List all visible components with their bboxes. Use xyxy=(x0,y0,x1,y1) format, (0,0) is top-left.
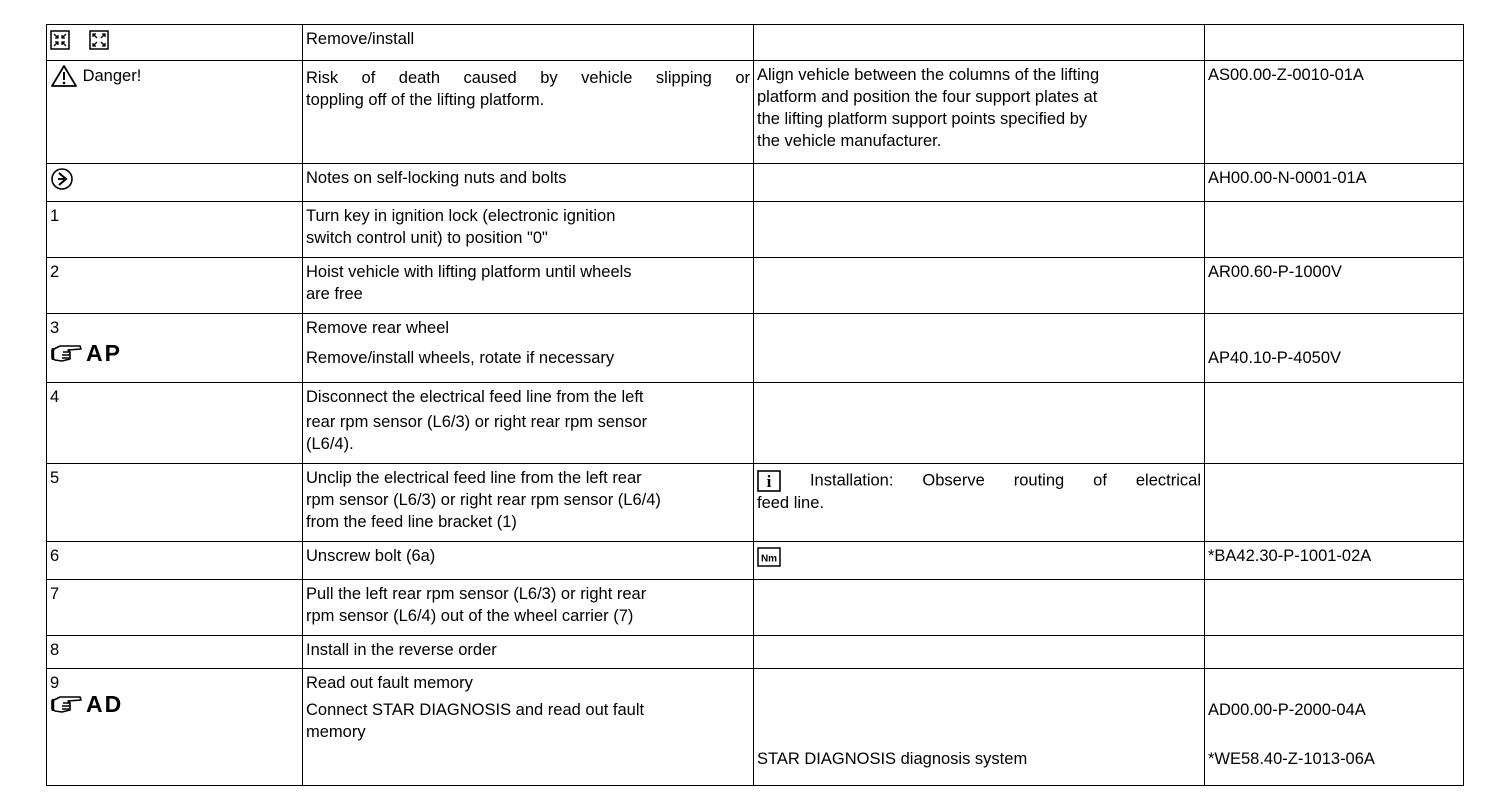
table-row xyxy=(47,464,1464,542)
ad-tag: AD xyxy=(86,690,124,717)
pointing-hand-icon xyxy=(50,693,84,715)
action-line: Turn key in ignition lock (electronic ignition xyxy=(306,207,616,225)
note-line: platform and position the four support plates at xyxy=(757,88,1098,106)
step-number: 9 xyxy=(50,674,60,692)
step-cell xyxy=(47,61,303,164)
action-line: rear rpm sensor (L6/3) or right rear rpm sensor xyxy=(306,413,648,431)
step-cell xyxy=(47,636,303,669)
info-icon xyxy=(757,470,781,492)
reference-code: AH00.00-N-0001-01A xyxy=(1208,169,1367,187)
ref-cell xyxy=(1205,542,1464,580)
svg-text:Nm: Nm xyxy=(760,553,778,565)
table-row xyxy=(47,164,1464,202)
note-line: Align vehicle between the columns of the lifting xyxy=(757,66,1100,84)
action-cell xyxy=(303,542,754,580)
step-number: 7 xyxy=(50,585,60,603)
ref-cell xyxy=(1205,669,1464,786)
note-cell xyxy=(754,542,1205,580)
ref-cell xyxy=(1205,314,1464,383)
action-cell xyxy=(303,25,754,61)
note-cell xyxy=(754,164,1205,202)
step-number: 1 xyxy=(50,207,60,225)
note-cell xyxy=(754,464,1205,542)
action-line: are free xyxy=(306,285,363,303)
step-cell xyxy=(47,314,303,383)
table-row xyxy=(47,258,1464,314)
table-row xyxy=(47,383,1464,464)
sub-action-line: memory xyxy=(306,723,366,741)
action-line: from the feed line bracket (1) xyxy=(306,513,517,531)
table-row xyxy=(47,25,1464,61)
table-row xyxy=(47,669,1464,786)
reference-code: *WE58.40-Z-1013-06A xyxy=(1208,750,1375,768)
table-row xyxy=(47,542,1464,580)
step-cell xyxy=(47,258,303,314)
ref-cell xyxy=(1205,383,1464,464)
note-arrow-icon xyxy=(50,167,74,191)
note-line: Installation: Observe routing of electrical xyxy=(809,471,1201,490)
pointing-hand-icon xyxy=(50,342,84,364)
step-cell xyxy=(47,164,303,202)
ref-cell xyxy=(1205,202,1464,258)
action-line: Unclip the electrical feed line from the left rear xyxy=(306,469,642,487)
svg-text:i: i xyxy=(766,471,772,491)
step-number: 5 xyxy=(50,469,60,487)
action-cell xyxy=(303,580,754,636)
ref-cell xyxy=(1205,258,1464,314)
step-number: 3 xyxy=(50,319,60,337)
action-cell xyxy=(303,61,754,164)
action-cell xyxy=(303,202,754,258)
step-cell xyxy=(47,580,303,636)
reference-code: AS00.00-Z-0010-01A xyxy=(1208,66,1364,84)
action-line: rpm sensor (L6/3) or right rear rpm sensor (L6/4) xyxy=(306,491,661,509)
action-cell xyxy=(303,669,754,786)
note-cell xyxy=(754,258,1205,314)
ref-cell xyxy=(1205,61,1464,164)
table-row xyxy=(47,314,1464,383)
note-line: feed line. xyxy=(757,493,824,512)
reference-code: AR00.60-P-1000V xyxy=(1208,263,1342,281)
action-line: Remove rear wheel xyxy=(306,319,450,337)
action-line: Risk of death caused by vehicle slipping or xyxy=(306,69,750,87)
action-line: Pull the left rear rpm sensor (L6/3) or right rear xyxy=(306,585,647,603)
step-number: 8 xyxy=(50,641,60,659)
action-cell xyxy=(303,636,754,669)
remove-icon xyxy=(50,30,70,50)
reference-code: *BA42.30-P-1001-02A xyxy=(1208,547,1372,565)
note-cell xyxy=(754,25,1205,61)
install-icon xyxy=(89,30,109,50)
reference-code: AP40.10-P-4050V xyxy=(1208,349,1342,367)
action-text: Install in the reverse order xyxy=(306,641,497,659)
note-line: the vehicle manufacturer. xyxy=(757,132,942,150)
action-line: Hoist vehicle with lifting platform until wheels xyxy=(306,263,632,281)
ref-cell xyxy=(1205,25,1464,61)
ref-cell xyxy=(1205,464,1464,542)
note-cell xyxy=(754,636,1205,669)
table-row xyxy=(47,202,1464,258)
action-cell xyxy=(303,258,754,314)
step-cell xyxy=(47,25,303,61)
ap-tag: AP xyxy=(86,339,122,366)
note-line: the lifting platform support points specified by xyxy=(757,110,1088,128)
ref-cell xyxy=(1205,580,1464,636)
action-cell xyxy=(303,464,754,542)
warning-triangle-icon xyxy=(50,64,78,88)
note-cell xyxy=(754,202,1205,258)
action-cell xyxy=(303,164,754,202)
step-number: 4 xyxy=(50,388,60,406)
step-cell xyxy=(47,464,303,542)
note-cell xyxy=(754,314,1205,383)
step-cell xyxy=(47,383,303,464)
note-cell xyxy=(754,383,1205,464)
action-text: Notes on self-locking nuts and bolts xyxy=(306,169,567,187)
action-line: (L6/4). xyxy=(306,435,354,453)
torque-nm-icon xyxy=(757,547,781,567)
action-line: rpm sensor (L6/4) out of the wheel carrier (7) xyxy=(306,607,634,625)
action-cell xyxy=(303,314,754,383)
step-number: 6 xyxy=(50,547,60,565)
action-cell xyxy=(303,383,754,464)
table-row xyxy=(47,636,1464,669)
danger-label: Danger! xyxy=(82,67,142,85)
step-cell xyxy=(47,202,303,258)
step-cell xyxy=(47,669,303,786)
action-line: switch control unit) to position "0" xyxy=(306,229,548,247)
sub-action-line: Connect STAR DIAGNOSIS and read out fault xyxy=(306,701,645,719)
action-text: Remove/install xyxy=(306,30,415,48)
step-number: 2 xyxy=(50,263,60,281)
step-cell xyxy=(47,542,303,580)
note-cell xyxy=(754,669,1205,786)
action-line: Read out fault memory xyxy=(306,674,473,692)
table-row xyxy=(47,580,1464,636)
reference-code: AD00.00-P-2000-04A xyxy=(1208,701,1366,719)
action-line: toppling off of the lifting platform. xyxy=(306,91,545,109)
sub-action-line: Remove/install wheels, rotate if necessary xyxy=(306,349,615,367)
action-text: Unscrew bolt (6a) xyxy=(306,547,436,565)
table-row xyxy=(47,61,1464,164)
procedure-table xyxy=(46,24,1464,786)
note-cell xyxy=(754,61,1205,164)
ref-cell xyxy=(1205,164,1464,202)
note-text: STAR DIAGNOSIS diagnosis system xyxy=(757,750,1028,768)
ref-cell xyxy=(1205,636,1464,669)
note-cell xyxy=(754,580,1205,636)
action-line: Disconnect the electrical feed line from the left xyxy=(306,388,644,406)
